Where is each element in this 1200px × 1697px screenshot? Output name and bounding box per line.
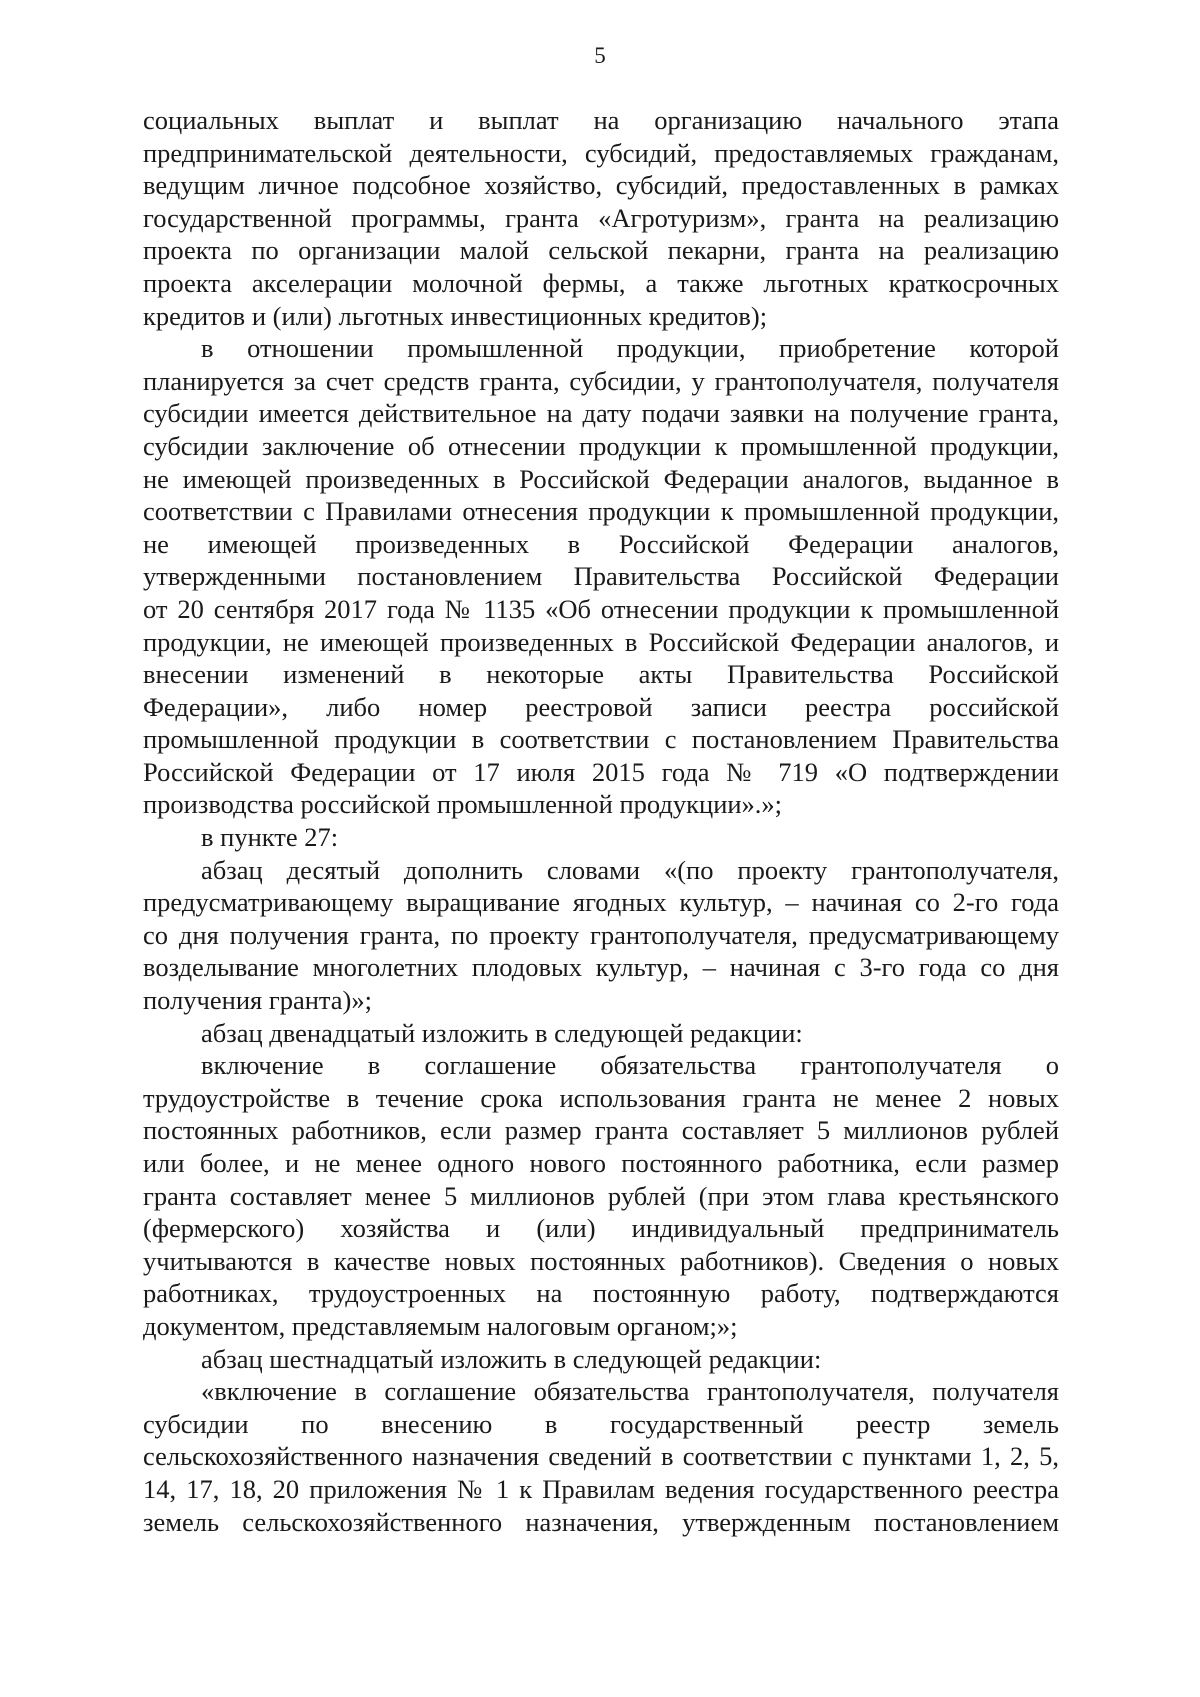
text-line: социальных выплат и выплат на организацию начального этапа [143,105,1059,135]
text-line: трудоустройстве в течение срока использования гранта не менее 2 новых [143,1082,1059,1113]
paragraph [143,1343,1059,1376]
text-line: «включение в соглашение обязательства грантополучателя, получателя [201,1376,1059,1407]
text-line: продукции, не имеющей произведенных в Российской Федерации аналогов, и [143,626,1059,657]
paragraph [143,332,1059,821]
text-line: промышленной продукции в соответствии с постановлением Правительства [143,724,1059,755]
text-line: 14, 17, 18, 20 приложения № 1 к Правилам ведения государственного реестра [143,1473,1059,1504]
text-line: или более, и не менее одного нового постоянного работника, если размер [143,1148,1059,1178]
text-line: планируется за счет средств гранта, субсидии, у грантополучателя, получателя [143,365,1059,396]
paragraph [143,1049,1059,1342]
text-line: работниках, трудоустроенных на постоянную работу, подтверждаются [143,1278,1059,1309]
text-line: Федерации», либо номер реестровой записи реестра российской [143,691,1059,722]
text-line: гранта составляет менее 5 миллионов рублей (при этом глава крестьянского [143,1180,1059,1211]
paragraph [143,104,1059,332]
text-line: производства российской промышленной продукции».»; [143,789,783,820]
text-line: ведущим личное подсобное хозяйство, субсидий, предоставленных в рамках [143,170,1059,201]
text-line: абзац шестнадцатый изложить в следующей редакции: [201,1343,822,1374]
text-line: предусматривающему выращивание ягодных культур, – начиная со 2-го года [143,887,1059,918]
text-line: Российской Федерации от 17 июля 2015 года № 719 «О подтверждении [143,756,1059,787]
text-line: предпринимательской деятельности, субсидий, предоставляемых гражданам, [143,137,1059,168]
body-text [143,104,1059,1538]
text-line: внесении изменений в некоторые акты Правительства Российской [143,659,1059,690]
text-line: возделывание многолетних плодовых культур, – начиная с 3-го года со дня [143,952,1059,983]
text-line: (фермерского) хозяйства и (или) индивидуальный предприниматель [143,1213,1059,1244]
text-line: со дня получения гранта, по проекту грантополучателя, предусматривающему [143,919,1059,950]
text-line: в отношении промышленной продукции, приобретение которой [201,333,1059,364]
text-line: документом, представляемым налоговым органом;»; [143,1310,738,1341]
text-line: получения гранта)»; [143,985,372,1016]
text-line: постоянных работников, если размер гранта составляет 5 миллионов рублей [143,1115,1059,1146]
page-number: 5 [594,43,606,68]
paragraph [143,1375,1059,1538]
text-line: учитываются в качестве новых постоянных работников). Сведения о новых [143,1245,1059,1276]
paragraph [143,854,1059,1017]
text-line: кредитов и (или) льготных инвестиционных кредитов); [143,300,768,331]
text-line: включение в соглашение обязательства грантополучателя о [201,1050,1059,1081]
text-line: не имеющей произведенных в Российской Федерации аналогов, выданное в [143,463,1059,494]
text-line: абзац двенадцатый изложить в следующей редакции: [201,1017,803,1048]
text-line: субсидии заключение об отнесении продукции к промышленной продукции, [143,430,1059,461]
text-line: субсидии имеется действительное на дату подачи заявки на получение гранта, [143,398,1059,429]
text-line: государственной программы, гранта «Агротуризм», гранта на реализацию [143,202,1059,233]
text-line: сельскохозяйственного назначения сведений в соответствии с пунктами 1, 2, 5, [143,1441,1059,1472]
text-line: проекта по организации малой сельской пекарни, гранта на реализацию [143,235,1059,266]
text-line: субсидии по внесению в государственный реестр земель [143,1408,1059,1439]
paragraph [143,1017,1059,1050]
text-line: проекта акселерации молочной фермы, а также льготных краткосрочных [143,267,1059,298]
text-line: утвержденными постановлением Правительства Российской Федерации [143,561,1059,592]
text-line: в пункте 27: [201,822,339,853]
text-line: абзац десятый дополнить словами «(по проекту грантополучателя, [201,854,1059,885]
text-line: соответствии с Правилами отнесения продукции к промышленной продукции, [143,496,1059,527]
text-line: от 20 сентября 2017 года № 1135 «Об отнесении продукции к промышленной [143,593,1059,624]
paragraph [143,821,1059,854]
text-line: земель сельскохозяйственного назначения, утвержденным постановлением [143,1506,1059,1537]
text-line: не имеющей произведенных в Российской Федерации аналогов, [143,528,1059,559]
